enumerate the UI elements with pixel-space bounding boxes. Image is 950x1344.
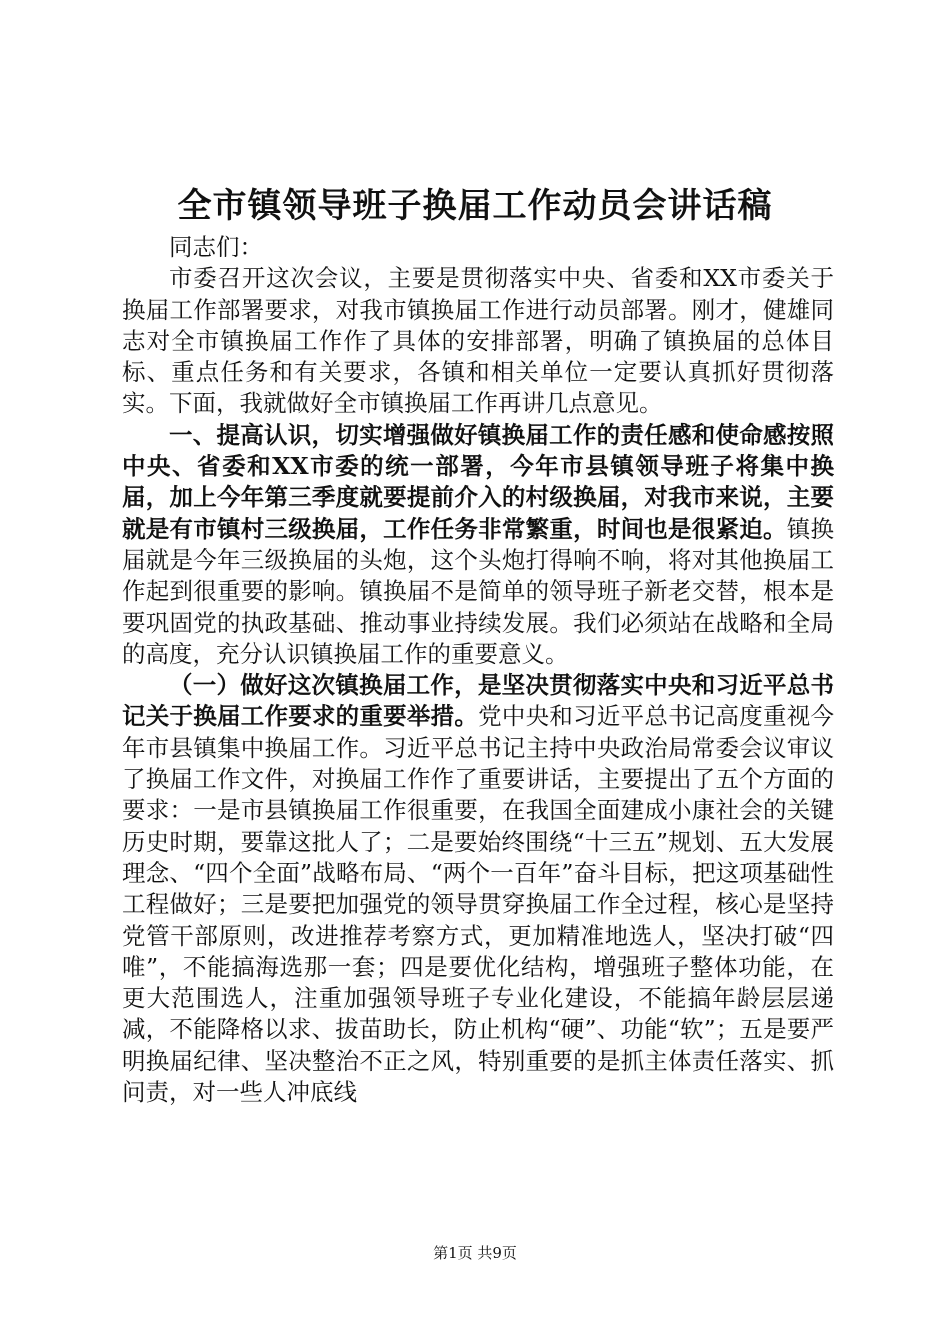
section-1-text: 镇换届就是今年三级换届的头炮，这个头炮打得响不响，将对其他换届工作起到很重要的影响。镇换届不是简单的领导班子新老交替，根本是要巩固党的执政基础、推动事业持续发展。我们必须站在战略和全局的高度，充分认识镇换届工作的重要意义。 [122, 514, 835, 668]
paragraph-intro: 市委召开这次会议，主要是贯彻落实中央、省委和XX市委关于换届工作部署要求，对我市镇换届工作进行动员部署。刚才，健雄同志对全市镇换届工作作了具体的安排部署，明确了镇换届的总体目标、重点任务和有关要求，各镇和相关单位一定要认真抓好贯彻落实。下面，我就做好全市镇换届工作再讲几点意见。 [122, 264, 834, 418]
document-title: 全市镇领导班子换届工作动员会讲话稿 [177, 186, 773, 226]
paragraph-section-1 [122, 420, 834, 670]
section-1-heading: 一、提高认识，切实增强做好镇换届工作的责任感和使命感按照中央、省委和XX市委的统一部署，今年市县镇领导班子将集中换届，加上今年第三季度就要提前介入的村级换届，对我市来说，主要就是有市镇村三级换届，工作任务非常繁重，时间也是很紧迫。 [122, 420, 834, 543]
document-body [122, 232, 834, 1108]
subsection-1-heading: （一）做好这次镇换届工作，是坚决贯彻落实中央和习近平总书记关于换届工作要求的重要举措。 [122, 671, 834, 731]
salutation: 同志们： [169, 233, 263, 261]
paragraph-subsection-1 [122, 670, 834, 1108]
page-footer: 第1页 共9页 [433, 1244, 517, 1262]
subsection-1-text: 党中央和习近平总书记高度重视今年市县镇集中换届工作。习近平总书记主持中央政治局常委会议审议了换届工作文件，对换届工作作了重要讲话，主要提出了五个方面的要求：一是市县镇换届工作很重要，在我国全面建成小康社会的关键历史时期，要靠这批人了；二是要始终围绕“十三五”规划、五大发展理念、“四个全面”战略布局、“两个一百年”奋斗目标，把这项基础性工程做好；三是要把加强党的领导贯穿换届工作全过程，核心是坚持党管干部原则，改进推荐考察方式，更加精准地选人，坚决打破“四唯”，不能搞海选那一套；四是要优化结构，增强班子整体功能，在更大范围选人，注重加强领导班子专业化建设，不能搞年龄层层递减，不能降格以求、拔苗助长，防止机构“硬”、功能“软”；五是要严明换届纪律、坚决整治不正之风，特别重要的是抓主体责任落实、抓问责，对一些人冲底线 [122, 702, 835, 1107]
